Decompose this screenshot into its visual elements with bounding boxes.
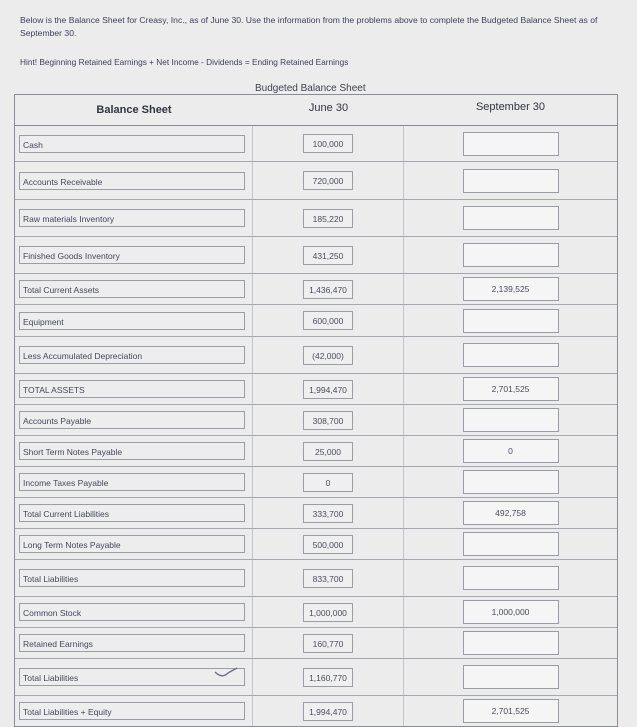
september-30-input[interactable] [463,169,559,193]
september-30-input[interactable] [463,566,559,590]
header-balance-sheet: Balance Sheet [96,104,172,116]
row-label: Accounts Payable [19,411,245,429]
table-row [15,467,617,498]
september-30-input[interactable] [463,408,559,432]
september-30-input[interactable] [463,377,559,401]
september-30-input[interactable] [463,243,559,267]
september-30-input[interactable] [463,532,559,556]
row-label: Total Current Liabilities [19,504,245,522]
table-row [15,405,617,436]
row-label: Raw materials Inventory [19,209,245,227]
september-30-input[interactable] [463,699,559,723]
june-30-value: 100,000 [303,134,353,153]
table-row [15,696,617,726]
row-label: Less Accumulated Depreciation [19,346,245,364]
september-30-input[interactable] [463,439,559,463]
row-label: Total Liabilities [19,569,245,587]
table-row [15,597,617,628]
table-row [15,126,617,162]
june-30-value: 0 [303,473,353,492]
row-label: Total Current Assets [19,280,245,298]
june-30-value: 1,436,470 [303,280,353,299]
september-30-input[interactable] [463,277,559,301]
june-30-value: 720,000 [303,171,353,190]
june-30-value: 1,000,000 [303,603,353,622]
table-row [15,659,617,696]
row-label: Accounts Receivable [19,172,245,190]
row-label: Total Liabilities + Equity [19,702,245,720]
row-label: Equipment [19,312,245,330]
june-30-value: 333,700 [303,504,353,523]
table-caption: Budgeted Balance Sheet [255,83,366,94]
september-30-input[interactable] [463,600,559,624]
september-30-input[interactable] [463,343,559,367]
table-row [15,305,617,337]
june-30-value: 160,770 [303,634,353,653]
instructions-text: Below is the Balance Sheet for Creasy, Inc., as of June 30. Use the information from the problems above to complete the Budgeted Balance Sheet as of September 30. [20,15,598,38]
june-30-value: 500,000 [303,535,353,554]
september-30-input[interactable] [463,470,559,494]
table-row [15,529,617,560]
table-row [15,436,617,467]
row-label: Retained Earnings [19,634,245,652]
table-row [15,162,617,200]
september-30-input[interactable] [463,631,559,655]
september-30-input[interactable] [463,132,559,156]
june-30-value: (42,000) [303,346,353,365]
september-30-input[interactable] [463,309,559,333]
september-30-input[interactable] [463,501,559,525]
june-30-value: 308,700 [303,411,353,430]
table-body [15,126,617,726]
row-label: Income Taxes Payable [19,473,245,491]
hint-text: Hint! Beginning Retained Earnings + Net Income - Dividends = Ending Retained Earnings [20,57,349,67]
table-row [15,274,617,305]
row-label: Common Stock [19,603,245,621]
table-header-row [15,95,617,126]
june-30-value: 1,994,470 [303,702,353,721]
june-30-value: 1,994,470 [303,380,353,399]
checkmark-icon [213,665,239,679]
june-30-value: 25,000 [303,442,353,461]
june-30-value: 833,700 [303,569,353,588]
september-30-input[interactable] [463,206,559,230]
header-june-30: June 30 [308,102,349,114]
table-row [15,628,617,659]
row-label: Total Liabilities [19,668,245,686]
june-30-value: 431,250 [303,246,353,265]
row-label: Long Term Notes Payable [19,535,245,553]
table-row [15,337,617,374]
row-label: TOTAL ASSETS [19,380,245,398]
row-label: Short Term Notes Payable [19,442,245,460]
row-label: Cash [19,135,245,153]
june-30-value: 1,160,770 [303,668,353,687]
table-row [15,200,617,237]
budgeted-balance-sheet-table [14,94,618,727]
september-30-input[interactable] [463,665,559,689]
header-september-30: September 30 [475,101,546,113]
table-row [15,498,617,529]
table-row [15,560,617,597]
row-label: Finished Goods Inventory [19,246,245,264]
june-30-value: 185,220 [303,209,353,228]
june-30-value: 600,000 [303,311,353,330]
table-row [15,237,617,274]
table-row [15,374,617,405]
